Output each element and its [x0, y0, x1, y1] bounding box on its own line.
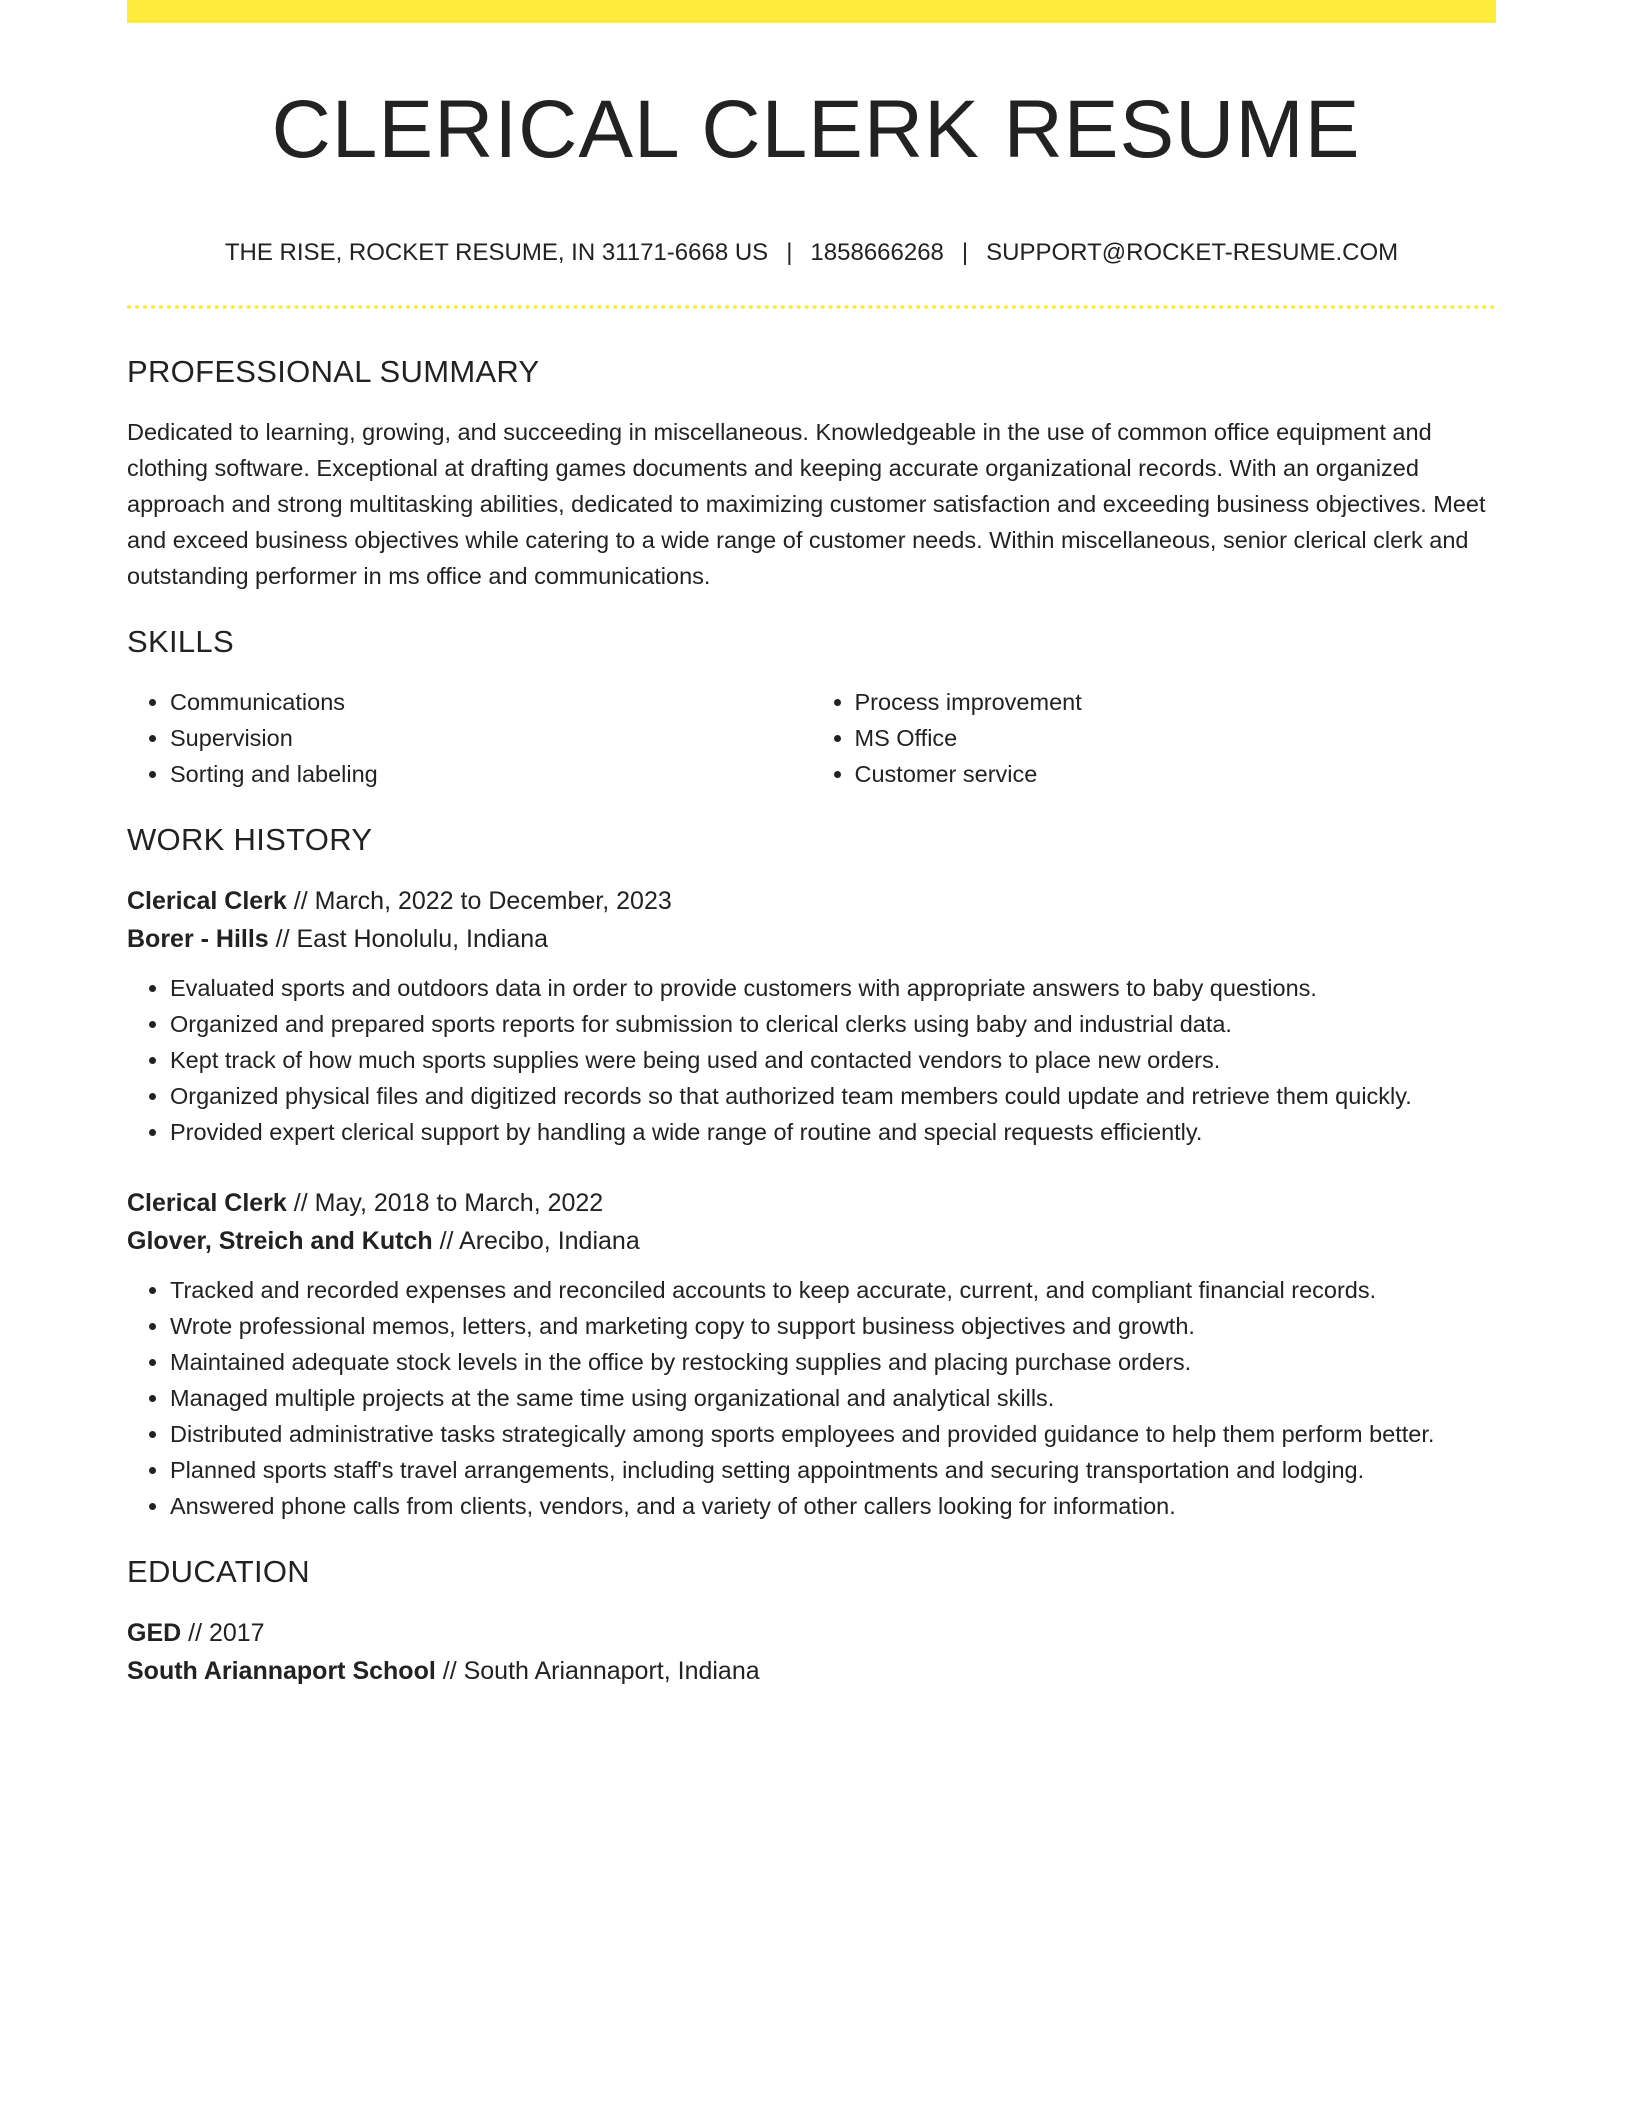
resume-title: CLERICAL CLERK RESUME — [271, 84, 1361, 175]
education-section — [127, 1552, 1496, 1690]
job-duty: • Wrote professional memos, letters, and marketing copy to support business objectives and growth. — [170, 1308, 1496, 1344]
accent-bar — [127, 0, 1496, 23]
job-company-line — [127, 1222, 1496, 1260]
job-entry — [127, 1184, 1496, 1524]
skill-item: • Supervision — [170, 720, 812, 756]
education-year: // 2017 — [181, 1619, 265, 1647]
job-title: Clerical Clerk — [127, 1189, 287, 1217]
education-degree: GED — [127, 1619, 182, 1647]
education-heading: EDUCATION — [127, 1554, 310, 1589]
contact-email: SUPPORT@ROCKET-RESUME.COM — [986, 239, 1399, 266]
skill-item: • Sorting and labeling — [170, 756, 812, 792]
skill-item: • Customer service — [855, 756, 1497, 792]
contact-phone: 1858666268 — [810, 239, 944, 266]
job-duty: • Organized physical files and digitized records so that authorized team members could update and retrieve them quickly. — [170, 1078, 1496, 1114]
job-duty: • Provided expert clerical support by handling a wide range of routine and special requests efficiently. — [170, 1114, 1496, 1150]
resume-body — [127, 352, 1496, 1690]
job-duty: • Planned sports staff's travel arrangements, including setting appointments and securing transportation and lodging. — [170, 1452, 1496, 1488]
skills-section — [127, 622, 1496, 792]
job-company: Glover, Streich and Kutch — [127, 1227, 433, 1255]
job-title-line — [127, 882, 1496, 920]
job-title: Clerical Clerk — [127, 887, 287, 915]
job-duty: • Kept track of how much sports supplies were being used and contacted vendors to place new orders. — [170, 1042, 1496, 1078]
job-dates: // May, 2018 to March, 2022 — [286, 1189, 604, 1217]
contact-separator: | — [961, 239, 969, 266]
job-title-line — [127, 1184, 1496, 1222]
contact-address: THE RISE, ROCKET RESUME, IN 31171-6668 US — [224, 239, 769, 266]
job-company-line — [127, 920, 1496, 958]
work-history-heading: WORK HISTORY — [127, 822, 373, 857]
contact-separator: | — [786, 239, 793, 266]
job-company: Borer - Hills — [127, 925, 269, 953]
skills-list-left — [127, 684, 812, 792]
dotted-divider — [127, 305, 1496, 309]
skill-item: • Communications — [170, 684, 812, 720]
job-location: // East Honolulu, Indiana — [268, 925, 549, 953]
job-duties-list — [127, 970, 1496, 1150]
job-duty: • Evaluated sports and outdoors data in order to provide customers with appropriate answers to baby questions. — [170, 970, 1496, 1006]
job-entry — [127, 882, 1496, 1150]
summary-heading: PROFESSIONAL SUMMARY — [127, 354, 540, 389]
skill-item: • Process improvement — [855, 684, 1497, 720]
job-duty: • Distributed administrative tasks strategically among sports employees and provided guidance to help them perform better. — [170, 1416, 1496, 1452]
job-duty: • Answered phone calls from clients, vendors, and a variety of other callers looking for information. — [170, 1488, 1496, 1524]
work-history-section — [127, 820, 1496, 1524]
job-duty: • Organized and prepared sports reports for submission to clerical clerks using baby and industrial data. — [170, 1006, 1496, 1042]
education-degree-line — [127, 1614, 1496, 1652]
summary-section — [127, 352, 1496, 594]
skills-columns — [127, 684, 1496, 792]
contact-line — [127, 236, 1496, 270]
job-dates: // March, 2022 to December, 2023 — [286, 887, 672, 915]
job-duty: • Maintained adequate stock levels in the office by restocking supplies and placing purchase orders. — [170, 1344, 1496, 1380]
job-duties-list — [127, 1272, 1496, 1524]
skill-item: • MS Office — [855, 720, 1497, 756]
skills-list-right — [812, 684, 1497, 792]
education-school-line — [127, 1652, 1496, 1690]
education-location: // South Ariannaport, Indiana — [435, 1657, 760, 1685]
job-location: // Arecibo, Indiana — [432, 1227, 640, 1255]
job-duty: • Tracked and recorded expenses and reconciled accounts to keep accurate, current, and compliant financial records. — [170, 1272, 1496, 1308]
skills-heading: SKILLS — [127, 624, 234, 659]
education-school: South Ariannaport School — [127, 1657, 436, 1685]
job-duty: • Managed multiple projects at the same time using organizational and analytical skills. — [170, 1380, 1496, 1416]
summary-text: Dedicated to learning, growing, and succeeding in miscellaneous. Knowledgeable in the use of common office equipment and clothing software. Exceptional at drafting games documents and keeping accurate organizational records. With an organized approach and strong multitasking abilities, dedicated to maximizing customer satisfaction and exceeding business objectives. Meet and exceed business objectives while catering to a wide range of customer needs. Within miscellaneous, senior clerical clerk and outstanding performer in ms office and communications. — [127, 419, 1486, 589]
